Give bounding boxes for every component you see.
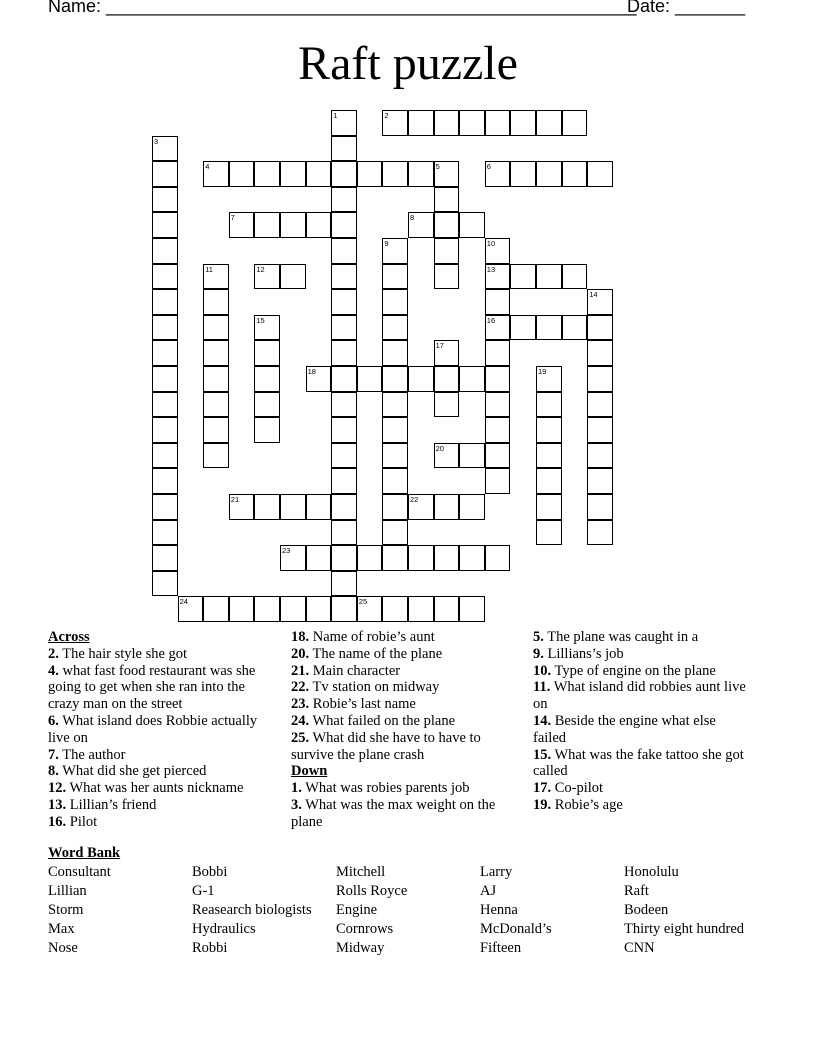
name-field-label: Name: _____________________________________________________ bbox=[48, 0, 637, 16]
grid-cell[interactable] bbox=[152, 315, 178, 341]
grid-cell[interactable] bbox=[536, 443, 562, 469]
grid-cell[interactable] bbox=[331, 494, 357, 520]
grid-cell[interactable] bbox=[152, 340, 178, 366]
clue-number: 9 bbox=[384, 239, 389, 248]
grid-cell[interactable] bbox=[331, 571, 357, 597]
grid-cell[interactable] bbox=[152, 468, 178, 494]
grid-cell[interactable] bbox=[331, 392, 357, 418]
grid-cell[interactable] bbox=[485, 289, 511, 315]
clue-number: 5 bbox=[435, 162, 440, 172]
grid-cell[interactable] bbox=[331, 520, 357, 546]
grid-cell[interactable] bbox=[152, 366, 178, 392]
clue-number: 25 bbox=[358, 597, 368, 607]
clue-number: 22 bbox=[410, 495, 419, 504]
grid-cell[interactable] bbox=[382, 161, 408, 187]
grid-cell[interactable] bbox=[434, 110, 460, 136]
word-bank-heading: Word Bank bbox=[48, 845, 121, 861]
grid-cell[interactable] bbox=[331, 136, 357, 162]
grid-cell[interactable] bbox=[587, 468, 613, 494]
clue-across-7: 7. The author bbox=[48, 746, 126, 763]
word-bank-item: Rolls Royce bbox=[336, 883, 408, 899]
word-bank-item: Consultant bbox=[48, 864, 111, 880]
clue-number: 24 bbox=[179, 597, 188, 607]
grid-cell[interactable] bbox=[408, 596, 434, 622]
word-bank-item: Fifteen bbox=[480, 940, 522, 956]
word-bank-column-4 bbox=[480, 863, 552, 958]
word-bank-column-5 bbox=[624, 863, 744, 958]
grid-cell[interactable] bbox=[485, 315, 511, 341]
grid-cell[interactable] bbox=[331, 340, 357, 366]
grid-cell[interactable] bbox=[203, 264, 229, 290]
clue-number: 21 bbox=[230, 495, 240, 504]
grid-cell[interactable] bbox=[280, 494, 306, 520]
grid-cell[interactable] bbox=[434, 494, 460, 520]
grid-cell[interactable] bbox=[562, 315, 588, 341]
grid-cell[interactable] bbox=[254, 392, 280, 418]
grid-cell[interactable] bbox=[510, 110, 536, 136]
clue-number: 17 bbox=[435, 341, 444, 351]
clue-across-18: 18. Name of robie’s aunt bbox=[291, 629, 435, 645]
grid-cell[interactable] bbox=[485, 468, 511, 494]
grid-cell[interactable] bbox=[587, 366, 613, 392]
clue-across-20: 20. The name of the plane bbox=[291, 645, 443, 662]
clue-down-9: 9. Lillians’s job bbox=[533, 645, 624, 662]
clue-across-6: 6. What island does Robbie actually live on bbox=[48, 712, 258, 746]
grid-cell[interactable] bbox=[203, 289, 229, 315]
clue-down-14: 14. Beside the engine what else failed bbox=[533, 712, 716, 746]
clue-down-15: 15. What was the fake tattoo she got called bbox=[533, 746, 744, 780]
grid-cell[interactable] bbox=[331, 468, 357, 494]
grid-cell[interactable] bbox=[331, 417, 357, 443]
word-bank-item: McDonald’s bbox=[480, 921, 552, 937]
clue-number: 3 bbox=[154, 136, 159, 146]
clue-number: 7 bbox=[230, 213, 235, 223]
grid-cell[interactable] bbox=[152, 187, 178, 213]
word-bank-item: G-1 bbox=[192, 883, 215, 899]
grid-cell[interactable] bbox=[459, 494, 485, 520]
clues-column-3 bbox=[533, 629, 748, 814]
word-bank-column-2 bbox=[192, 863, 312, 958]
grid-cell[interactable] bbox=[331, 443, 357, 469]
grid-cell[interactable] bbox=[408, 494, 434, 520]
grid-cell[interactable] bbox=[510, 264, 536, 290]
grid-cell[interactable] bbox=[382, 417, 408, 443]
grid-cell[interactable] bbox=[306, 161, 332, 187]
grid-cell[interactable] bbox=[382, 340, 408, 366]
grid-cell[interactable] bbox=[536, 264, 562, 290]
grid-cell[interactable] bbox=[459, 443, 485, 469]
grid-cell[interactable] bbox=[152, 443, 178, 469]
across-heading: Across bbox=[48, 629, 90, 645]
grid-cell[interactable] bbox=[152, 417, 178, 443]
word-bank-item: Larry bbox=[480, 864, 513, 880]
grid-cell[interactable] bbox=[485, 264, 511, 290]
grid-cell[interactable] bbox=[331, 161, 357, 187]
grid-cell[interactable] bbox=[587, 392, 613, 418]
grid-cell[interactable] bbox=[280, 264, 306, 290]
grid-cell[interactable] bbox=[306, 545, 332, 571]
grid-cell[interactable] bbox=[536, 494, 562, 520]
grid-cell[interactable] bbox=[536, 315, 562, 341]
grid-cell[interactable] bbox=[382, 468, 408, 494]
clues-column-1 bbox=[48, 629, 273, 831]
grid-cell[interactable] bbox=[152, 161, 178, 187]
grid-cell[interactable] bbox=[510, 315, 536, 341]
grid-cell[interactable] bbox=[459, 110, 485, 136]
grid-cell[interactable] bbox=[485, 110, 511, 136]
grid-cell[interactable] bbox=[357, 596, 383, 622]
clue-number: 4 bbox=[205, 162, 210, 172]
clue-number: 2 bbox=[384, 111, 389, 120]
grid-cell[interactable] bbox=[331, 289, 357, 315]
header bbox=[48, 0, 748, 20]
word-bank-item: Bobbi bbox=[192, 864, 228, 880]
grid-cell[interactable] bbox=[382, 520, 408, 546]
clue-across-23: 23. Robie’s last name bbox=[291, 696, 416, 713]
grid-cell[interactable] bbox=[485, 417, 511, 443]
grid-cell[interactable] bbox=[562, 110, 588, 136]
grid-cell[interactable] bbox=[254, 212, 280, 238]
grid-cell[interactable] bbox=[382, 315, 408, 341]
clue-across-4: 4. what fast food restaurant was she going to get when she ran into the crazy man on the street bbox=[48, 662, 256, 713]
grid-cell[interactable] bbox=[408, 545, 434, 571]
grid-cell[interactable] bbox=[331, 545, 357, 571]
grid-cell[interactable] bbox=[459, 596, 485, 622]
grid-cell[interactable] bbox=[331, 366, 357, 392]
grid-cell[interactable] bbox=[280, 596, 306, 622]
clue-down-11: 11. What island did robbies aunt live on bbox=[533, 679, 746, 713]
clue-down-10: 10. Type of engine on the plane bbox=[533, 662, 716, 679]
clue-across-25: 25. What did she have to have to survive the plane crash bbox=[291, 729, 481, 763]
grid-cell[interactable] bbox=[587, 289, 613, 315]
grid-cell[interactable] bbox=[382, 596, 408, 622]
clue-across-22: 22. Tv station on midway bbox=[291, 679, 440, 696]
grid-cell[interactable] bbox=[357, 545, 383, 571]
grid-cell[interactable] bbox=[203, 417, 229, 443]
grid-cell[interactable] bbox=[203, 315, 229, 341]
clue-across-2: 2. The hair style she got bbox=[48, 645, 188, 662]
grid-cell[interactable] bbox=[331, 264, 357, 290]
grid-cell[interactable] bbox=[152, 520, 178, 546]
word-bank-item: Lillian bbox=[48, 883, 87, 899]
grid-cell[interactable] bbox=[587, 315, 613, 341]
grid-cell[interactable] bbox=[434, 443, 460, 469]
grid-cell[interactable] bbox=[254, 596, 280, 622]
grid-cell[interactable] bbox=[536, 468, 562, 494]
word-bank-item: Hydraulics bbox=[192, 921, 256, 937]
word-bank-column-3 bbox=[336, 863, 407, 958]
grid-cell[interactable] bbox=[485, 545, 511, 571]
grid-cell[interactable] bbox=[382, 443, 408, 469]
grid-cell[interactable] bbox=[306, 494, 332, 520]
grid-cell[interactable] bbox=[152, 289, 178, 315]
grid-cell[interactable] bbox=[434, 340, 460, 366]
grid-cell[interactable] bbox=[331, 596, 357, 622]
word-bank-item: Bodeen bbox=[624, 902, 669, 918]
grid-cell[interactable] bbox=[254, 366, 280, 392]
word-bank-item: Storm bbox=[48, 902, 84, 918]
grid-cell[interactable] bbox=[587, 161, 613, 187]
date-field-label: Date: _______ bbox=[627, 0, 746, 16]
grid-cell[interactable] bbox=[254, 161, 280, 187]
clue-number: 8 bbox=[410, 213, 415, 223]
grid-cell[interactable] bbox=[485, 366, 511, 392]
grid-cell[interactable] bbox=[331, 110, 357, 136]
grid-cell[interactable] bbox=[280, 161, 306, 187]
word-bank-item: Honolulu bbox=[624, 864, 679, 880]
grid-cell[interactable] bbox=[254, 264, 280, 290]
grid-cell[interactable] bbox=[434, 366, 460, 392]
clue-number: 18 bbox=[307, 367, 316, 376]
clue-number: 14 bbox=[589, 290, 598, 300]
word-bank-item: Mitchell bbox=[336, 864, 386, 880]
grid-cell[interactable] bbox=[203, 392, 229, 418]
grid-cell[interactable] bbox=[357, 366, 383, 392]
grid-cell[interactable] bbox=[536, 161, 562, 187]
grid-cell[interactable] bbox=[203, 366, 229, 392]
grid-cell[interactable] bbox=[408, 161, 434, 187]
grid-cell[interactable] bbox=[382, 264, 408, 290]
grid-cell[interactable] bbox=[254, 340, 280, 366]
grid-cell[interactable] bbox=[331, 238, 357, 264]
grid-cell[interactable] bbox=[562, 161, 588, 187]
grid-cell[interactable] bbox=[434, 392, 460, 418]
clue-across-21: 21. Main character bbox=[291, 662, 401, 679]
grid-cell[interactable] bbox=[562, 264, 588, 290]
grid-cell[interactable] bbox=[510, 161, 536, 187]
grid-cell[interactable] bbox=[382, 110, 408, 136]
down-heading: Down bbox=[291, 763, 328, 780]
word-bank-item: CNN bbox=[624, 940, 655, 956]
grid-cell[interactable] bbox=[459, 212, 485, 238]
grid-cell[interactable] bbox=[434, 596, 460, 622]
grid-cell[interactable] bbox=[536, 520, 562, 546]
grid-cell[interactable] bbox=[357, 161, 383, 187]
grid-cell[interactable] bbox=[382, 392, 408, 418]
grid-cell[interactable] bbox=[203, 340, 229, 366]
grid-cell[interactable] bbox=[203, 596, 229, 622]
word-bank-item: Henna bbox=[480, 902, 518, 918]
grid-cell[interactable] bbox=[229, 161, 255, 187]
clue-down-5: 5. The plane was caught in a bbox=[533, 629, 699, 645]
word-bank-item: Midway bbox=[336, 940, 385, 956]
clue-down-17: 17. Co-pilot bbox=[533, 780, 604, 797]
grid-cell[interactable] bbox=[331, 187, 357, 213]
grid-cell[interactable] bbox=[485, 238, 511, 264]
grid-cell[interactable] bbox=[485, 443, 511, 469]
grid-cell[interactable] bbox=[536, 417, 562, 443]
grid-cell[interactable] bbox=[229, 212, 255, 238]
grid-cell[interactable] bbox=[434, 161, 460, 187]
grid-cell[interactable] bbox=[152, 545, 178, 571]
grid-cell[interactable] bbox=[434, 187, 460, 213]
clues-column-2 bbox=[291, 629, 513, 831]
grid-cell[interactable] bbox=[331, 315, 357, 341]
grid-cell[interactable] bbox=[229, 596, 255, 622]
grid-cell[interactable] bbox=[254, 315, 280, 341]
word-bank-item: Reasearch biologists bbox=[192, 902, 312, 918]
clue-across-24: 24. What failed on the plane bbox=[291, 712, 456, 729]
clue-number: 6 bbox=[486, 162, 491, 172]
grid-cell[interactable] bbox=[382, 238, 408, 264]
puzzle-title: Raft puzzle bbox=[298, 37, 518, 90]
grid-cell[interactable] bbox=[280, 545, 306, 571]
grid-cell[interactable] bbox=[485, 340, 511, 366]
clue-number: 1 bbox=[333, 111, 338, 120]
grid-cell[interactable] bbox=[587, 494, 613, 520]
grid-cell[interactable] bbox=[408, 366, 434, 392]
clue-number: 13 bbox=[486, 264, 496, 274]
grid-cell[interactable] bbox=[485, 161, 511, 187]
word-bank-item: AJ bbox=[480, 883, 497, 899]
grid-cell[interactable] bbox=[536, 366, 562, 392]
word-bank-item: Thirty eight hundred bbox=[624, 921, 745, 937]
grid-cell[interactable] bbox=[331, 212, 357, 238]
grid-cell[interactable] bbox=[459, 366, 485, 392]
clue-number: 15 bbox=[256, 315, 265, 325]
grid-cell[interactable] bbox=[152, 392, 178, 418]
grid-cell[interactable] bbox=[587, 340, 613, 366]
grid-cell[interactable] bbox=[434, 264, 460, 290]
word-bank-item: Raft bbox=[624, 883, 649, 899]
grid-cell[interactable] bbox=[459, 545, 485, 571]
word-bank-column-1 bbox=[48, 863, 111, 958]
grid-cell[interactable] bbox=[536, 392, 562, 418]
grid-cell[interactable] bbox=[485, 392, 511, 418]
clue-number: 12 bbox=[256, 264, 265, 274]
clue-number: 16 bbox=[486, 315, 496, 325]
grid-cell[interactable] bbox=[203, 161, 229, 187]
grid-cell[interactable] bbox=[382, 494, 408, 520]
grid-cell[interactable] bbox=[280, 212, 306, 238]
grid-cell[interactable] bbox=[152, 212, 178, 238]
grid-cell[interactable] bbox=[587, 520, 613, 546]
grid-cell[interactable] bbox=[229, 494, 255, 520]
grid-cell[interactable] bbox=[152, 494, 178, 520]
grid-cell[interactable] bbox=[382, 289, 408, 315]
clue-number: 23 bbox=[282, 546, 291, 556]
grid-cell[interactable] bbox=[408, 212, 434, 238]
grid-cell[interactable] bbox=[434, 238, 460, 264]
word-bank-item: Engine bbox=[336, 902, 378, 918]
word-bank-item: Robbi bbox=[192, 940, 228, 956]
grid-cell[interactable] bbox=[382, 366, 408, 392]
clue-across-8: 8. What did she get pierced bbox=[48, 763, 207, 780]
clue-down-19: 19. Robie’s age bbox=[533, 796, 623, 813]
grid-cell[interactable] bbox=[152, 571, 178, 597]
grid-cell[interactable] bbox=[306, 366, 332, 392]
grid-cell[interactable] bbox=[178, 596, 204, 622]
grid-cell[interactable] bbox=[536, 110, 562, 136]
grid-cell[interactable] bbox=[382, 545, 408, 571]
clue-down-3: 3. What was the max weight on the plane bbox=[291, 796, 496, 830]
clue-number: 10 bbox=[486, 239, 496, 248]
word-bank-item: Nose bbox=[48, 940, 78, 956]
grid-cell[interactable] bbox=[254, 494, 280, 520]
word-bank-item: Max bbox=[48, 921, 75, 937]
clue-across-16: 16. Pilot bbox=[48, 813, 98, 830]
clue-number: 20 bbox=[435, 443, 444, 453]
grid-cell[interactable] bbox=[152, 136, 178, 162]
grid-cell[interactable] bbox=[587, 443, 613, 469]
grid-cell[interactable] bbox=[254, 417, 280, 443]
grid-cell[interactable] bbox=[203, 443, 229, 469]
grid-cell[interactable] bbox=[587, 417, 613, 443]
word-bank-item: Cornrows bbox=[336, 921, 394, 937]
grid-cell[interactable] bbox=[152, 264, 178, 290]
grid-cell[interactable] bbox=[408, 110, 434, 136]
grid-cell[interactable] bbox=[306, 596, 332, 622]
clue-number: 19 bbox=[538, 367, 547, 376]
clue-across-12: 12. What was her aunts nickname bbox=[48, 780, 244, 797]
grid-cell[interactable] bbox=[434, 545, 460, 571]
clue-across-13: 13. Lillian’s friend bbox=[48, 796, 157, 813]
grid-cell[interactable] bbox=[306, 212, 332, 238]
clue-number: 11 bbox=[205, 264, 213, 274]
clue-down-1: 1. What was robies parents job bbox=[291, 780, 470, 797]
grid-cell[interactable] bbox=[152, 238, 178, 264]
grid-cell[interactable] bbox=[434, 212, 460, 238]
